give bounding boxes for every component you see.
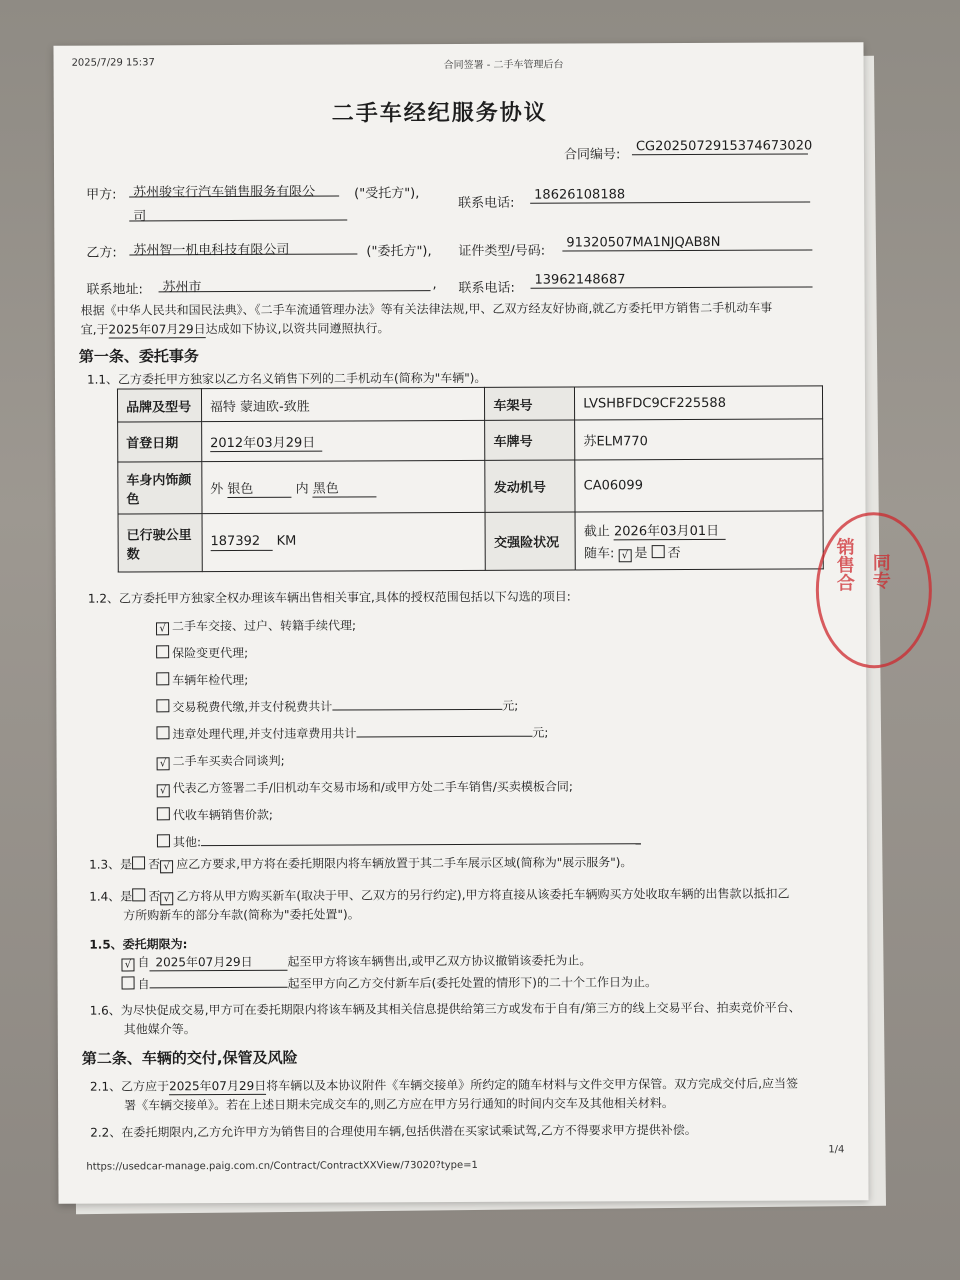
violation-amount-blank	[356, 720, 532, 738]
engine-label: 发动机号	[485, 460, 575, 512]
plate-label: 车牌号	[485, 420, 575, 460]
delivery-date: 2025年07月29日	[169, 1078, 267, 1094]
with-car-label: 随车:	[583, 545, 615, 561]
with-car-no-checkbox[interactable]	[652, 545, 665, 558]
term-start-date: 2025年07月29日	[149, 953, 287, 972]
table-row	[118, 511, 823, 572]
clause-1-6-line-2: 其他媒介等。	[123, 1022, 196, 1037]
article-2-title: 第二条、车辆的交付,保管及风险	[81, 1048, 298, 1068]
clause-1-4	[89, 885, 789, 906]
intro-line-2-pre: 宜,于	[80, 322, 109, 337]
exterior-color: 银色	[227, 477, 291, 497]
checkbox[interactable]: √	[156, 622, 169, 635]
list-item	[156, 665, 640, 694]
list-item-label: 保险变更代理;	[172, 645, 249, 661]
list-item	[156, 719, 640, 748]
clause-number: 1.4、	[89, 889, 121, 904]
table-row	[117, 386, 822, 422]
other-blank	[201, 827, 641, 846]
party-b-role: ("委托方"),	[366, 244, 432, 260]
brand-value: 福特 蒙迪欧-致胜	[201, 387, 485, 421]
no-label: 否	[148, 857, 161, 872]
checkbox[interactable]	[156, 699, 169, 712]
checkbox[interactable]: √	[157, 784, 170, 797]
tax-amount-blank	[332, 693, 502, 711]
term-option-2	[122, 969, 657, 992]
yes-checkbox[interactable]	[132, 888, 145, 901]
interior-color: 黑色	[313, 477, 377, 497]
print-datetime: 2025/7/29 15:37	[71, 57, 155, 69]
yes-checkbox[interactable]	[132, 856, 145, 869]
clause-1-1: 1.1、乙方委托甲方独家以乙方名义销售下列的二手机动车(简称为"车辆")。	[86, 370, 487, 387]
clause-2-1	[90, 1075, 798, 1096]
no-label: 否	[148, 889, 161, 904]
interior-prefix: 内	[295, 481, 309, 497]
list-item-label: 违章处理代理,并支付违章费用共计	[172, 726, 357, 742]
first-reg-value: 2012年03月29日	[210, 431, 322, 451]
clause-2-1-post: 将车辆以及本协议附件《车辆交接单》所约定的随车材料与文件交甲方保管。双方完成交付后,应当签	[266, 1076, 799, 1093]
mileage-unit: KM	[276, 533, 297, 549]
checkbox[interactable]	[156, 645, 169, 658]
checkbox[interactable]	[156, 672, 169, 685]
unit-yuan: 元;	[502, 698, 519, 713]
list-item-label: 代表乙方签署二手/旧机动车交易市场和/或甲方处二手车销售/买卖模板合同;	[172, 779, 573, 796]
authorization-list	[156, 611, 641, 856]
with-car-no: 否	[667, 545, 681, 561]
party-b-address-label: 联系地址:	[86, 282, 143, 298]
list-item	[157, 800, 641, 829]
with-car-yes: 是	[634, 545, 648, 561]
party-b-id-value: 91320507MA1NJQAB8N	[562, 234, 812, 251]
term-option-2-blank	[150, 971, 288, 989]
print-page-title: 合同签署 - 二手车管理后台	[443, 59, 564, 72]
insurance-date: 2026年03月01日	[614, 519, 726, 539]
table-row	[118, 419, 823, 462]
party-a-name-line1: 苏州骏宝行汽车销售服务有限公	[129, 181, 339, 198]
list-item-label: 车辆年检代理;	[172, 672, 249, 688]
term-prefix: 自	[137, 977, 150, 992]
seal-text-b: 同专	[869, 553, 891, 590]
unit-yuan: 元;	[532, 725, 549, 740]
insurance-prefix: 截止	[583, 523, 610, 539]
brand-label: 品牌及型号	[117, 389, 201, 422]
party-b-id-label: 证件类型/号码:	[458, 243, 546, 260]
list-item-label: 交易税费代缴,并支付税费共计	[172, 699, 333, 715]
plate-value: 苏ELM770	[575, 419, 823, 460]
seal-text-a: 销售合	[833, 537, 855, 592]
list-item	[157, 827, 641, 856]
checkbox[interactable]	[156, 726, 169, 739]
term-option-2-text: 起至甲方向乙方交付新车后(委托处置的情形下)的二十个工作日为止。	[287, 975, 657, 991]
clause-number: 1.3、	[89, 857, 121, 872]
party-a-role: ("受托方"),	[354, 186, 420, 202]
first-reg-label: 首登日期	[118, 422, 202, 462]
checkbox[interactable]	[157, 834, 170, 847]
print-url: https://usedcar-manage.paig.com.cn/Contract/ContractXXView/73020?type=1	[86, 1159, 478, 1173]
contract-no-value: CG2025072915374673020	[632, 138, 808, 155]
party-a-phone-label: 联系电话:	[458, 195, 515, 212]
clause-text: 应乙方要求,甲方将在委托期限内将车辆放置于其二手车展示区域(简称为"展示服务")。	[176, 855, 633, 872]
mileage-value: 187392	[210, 534, 272, 551]
intro-line-2	[81, 319, 390, 338]
checkbox[interactable]: √	[157, 757, 170, 770]
engine-value: CA06099	[575, 459, 823, 512]
party-b-phone-value: 13962148687	[530, 271, 812, 288]
no-checkbox[interactable]: √	[160, 892, 173, 905]
clause-1-6-line-1: 1.6、为尽快促成交易,甲方可在委托期限内将该车辆及其相关信息提供给第三方或发布于自有/第三方的线上交易平台、拍卖竞价平台、	[89, 1000, 801, 1018]
yes-label: 是	[120, 889, 133, 904]
list-item-label: 其他:	[172, 835, 202, 850]
company-seal	[816, 512, 933, 669]
no-checkbox[interactable]: √	[160, 860, 173, 873]
clause-text: 乙方将从甲方购买新车(取决于甲、乙双方的另行约定),甲方将直接从该委托车辆购买方处收取车辆的出售款以抵扣乙	[176, 886, 790, 904]
clause-1-3	[89, 853, 632, 873]
table-row	[118, 459, 823, 514]
list-item	[156, 611, 640, 640]
vin-value: LVSHBFDC9CF225588	[575, 386, 823, 420]
vin-label: 车架号	[485, 387, 575, 420]
party-a-name-line2: 司	[129, 204, 347, 221]
list-item	[156, 692, 640, 721]
clause-1-4-line-2: 方所购新车的部分车款(简称为"委托处置")。	[123, 907, 360, 923]
insurance-label: 交强险状况	[485, 512, 575, 570]
list-item	[156, 638, 640, 667]
clause-2-1-line-2: 署《车辆交接单》。若在上述日期未完成交车的,则乙方应在甲方另行通知的时间内交车及其他相关材料。	[124, 1096, 674, 1113]
party-a-label: 甲方:	[86, 187, 117, 203]
intro-line-2-post: 达成如下协议,以资共同遵照执行。	[205, 321, 390, 337]
party-a-phone-value: 18626108188	[530, 186, 810, 203]
clause-2-2: 2.2、在委托期限内,乙方允许甲方为销售目的合理使用车辆,包括供潜在买家试乘试驾,乙方不得要求甲方提供补偿。	[90, 1122, 697, 1140]
first-reg-cell	[201, 420, 485, 461]
with-car-yes-checkbox[interactable]: √	[618, 549, 631, 562]
yes-label: 是	[120, 857, 133, 872]
mileage-label: 已行驶公里数	[118, 514, 202, 572]
list-item-label: 二手车买卖合同谈判;	[172, 753, 285, 769]
party-b-address-value: 苏州市	[158, 275, 430, 292]
party-b-phone-label: 联系电话:	[458, 280, 515, 297]
page-number: 1/4	[828, 1144, 845, 1156]
party-b-name: 苏州智一机电科技有限公司	[129, 238, 357, 255]
list-item	[157, 746, 641, 775]
term-option-2-checkbox[interactable]	[122, 976, 135, 989]
insurance-cell	[575, 511, 823, 570]
vehicle-info-table	[117, 385, 824, 572]
color-cell	[202, 460, 486, 513]
contract-page	[53, 42, 891, 1204]
mileage-cell	[202, 512, 486, 571]
list-item-label: 二手车交接、过户、转籍手续代理;	[171, 618, 357, 634]
document-title: 二手车经纪服务协议	[331, 100, 548, 127]
term-option-1	[121, 951, 591, 971]
clause-1-5-label: 1.5、委托期限为:	[89, 937, 188, 952]
term-option-1-text: 起至甲方将该车辆售出,或甲乙双方协议撤销该委托为止。	[287, 953, 592, 969]
party-b-label: 乙方:	[86, 245, 117, 261]
list-item	[157, 773, 641, 802]
color-label: 车身内饰颜色	[118, 462, 202, 514]
party-b-address-comma: ,	[432, 277, 437, 293]
intro-line-1: 根据《中华人民共和国民法典》、《二手车流通管理办法》等有关法律法规,甲、乙双方经友好协商,就乙方委托甲方销售二手机动车事	[80, 300, 773, 318]
clause-1-2: 1.2、乙方委托甲方独家全权办理该车辆出售相关事宜,具体的授权范围包括以下勾选的项目:	[87, 589, 571, 606]
term-prefix: 自	[137, 955, 150, 970]
agreement-date: 2025年07月29日	[108, 322, 206, 337]
list-item-label: 代收车辆销售价款;	[172, 807, 273, 823]
article-1-title: 第一条、委托事务	[78, 347, 199, 366]
checkbox[interactable]	[157, 807, 170, 820]
term-option-1-checkbox[interactable]: √	[121, 958, 134, 971]
exterior-prefix: 外	[210, 481, 224, 497]
clause-2-1-pre: 2.1、乙方应于	[89, 1079, 170, 1094]
contract-no-label: 合同编号:	[563, 147, 621, 163]
